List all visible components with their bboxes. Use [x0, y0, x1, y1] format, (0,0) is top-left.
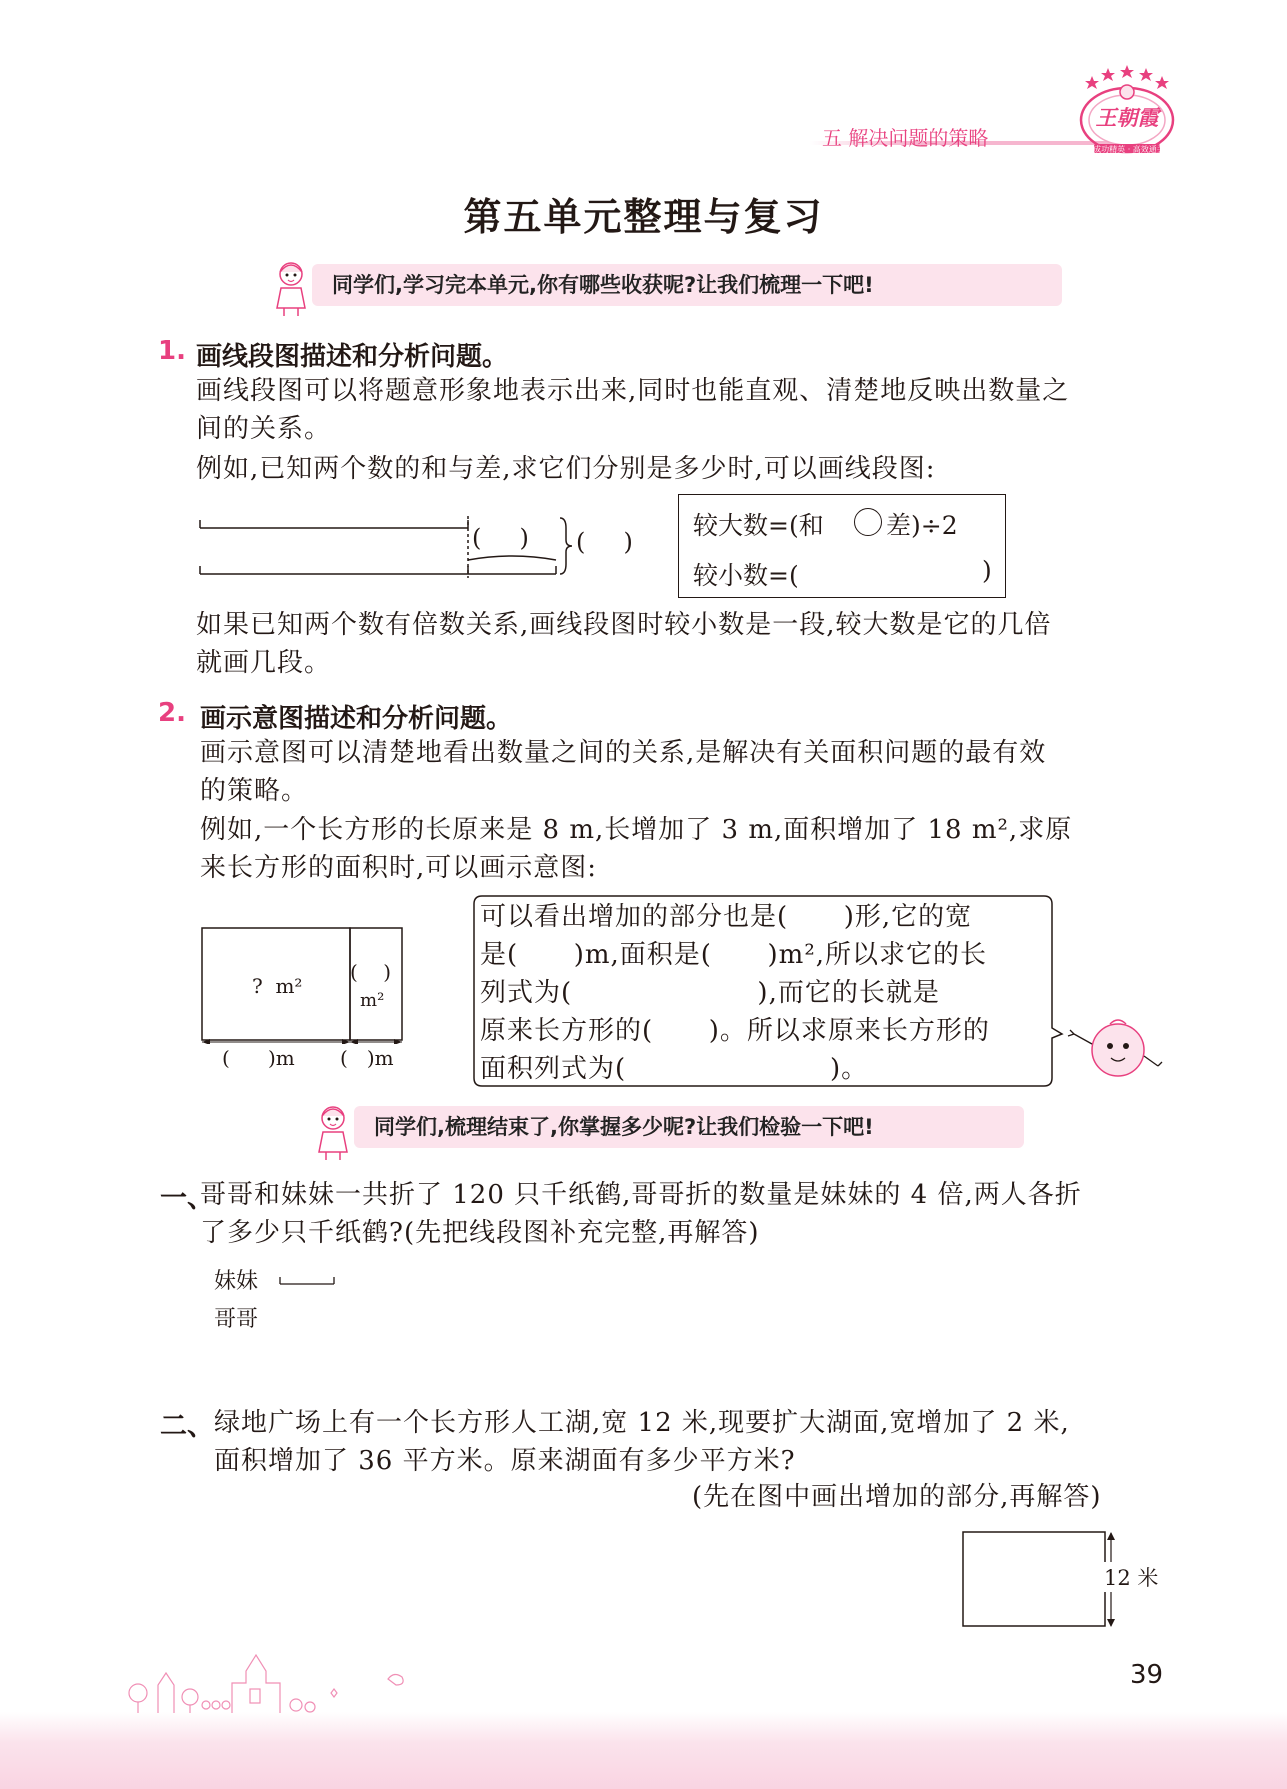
girl-mascot-icon-2 — [310, 1102, 356, 1162]
section1-example: 例如,已知两个数的和与差,求它们分别是多少时,可以画线段图: — [196, 454, 936, 484]
section2-example-line2: 来长方形的面积时,可以画示意图: — [200, 853, 598, 883]
small-rect-paren: ( ) — [350, 960, 392, 984]
bubble-line-1: 可以看出增加的部分也是( )形,它的宽 — [480, 902, 973, 932]
section-label: 五 解决问题的策略 — [822, 126, 989, 150]
section1-note-line2: 就画几段。 — [196, 648, 332, 678]
area-diagram — [196, 924, 416, 1044]
logo-tagline: 成功精英 · 高效通关 — [1093, 145, 1165, 154]
width-label: 12 米 — [1104, 1562, 1158, 1592]
rect-area-label: ? m² — [252, 974, 303, 998]
check-banner: 同学们,梳理结束了,你掌握多少呢?让我们检验一下吧! — [354, 1106, 1024, 1148]
section1-number: 1. — [158, 336, 186, 366]
bubble-line-3: 列式为( ),而它的长就是 — [480, 978, 940, 1008]
dim-right-label: ( )m — [340, 1046, 394, 1070]
bubble-line-5: 面积列式为( )。 — [480, 1054, 869, 1084]
bubble-line-4: 原来长方形的( )。所以求原来长方形的 — [480, 1016, 990, 1046]
section1-para-line2: 间的关系。 — [196, 414, 332, 444]
diagram-outer-paren: ( ) — [576, 528, 633, 556]
girl-mascot-icon — [268, 258, 314, 318]
lake-rectangle[interactable] — [962, 1530, 1112, 1630]
section1-para-line1: 画线段图可以将题意形象地表示出来,同时也能直观、清楚地反映出数量之 — [196, 376, 1070, 406]
castle-decoration-icon — [120, 1645, 420, 1715]
problem1-number: 一、 — [160, 1183, 214, 1214]
brother-segment-blank[interactable] — [278, 1300, 678, 1334]
section2-number: 2. — [158, 698, 186, 728]
page-number: 39 — [1130, 1660, 1164, 1690]
section2-para-line1: 画示意图可以清楚地看出数量之间的关系,是解决有关面积问题的最有效 — [200, 738, 1047, 768]
formula-larger: 较大数=(和 — [693, 511, 824, 540]
formula-smaller: 较小数=( — [693, 561, 799, 590]
section1-heading: 画线段图描述和分析问题。 — [196, 342, 509, 372]
small-rect-unit: m² — [360, 990, 385, 1011]
label-sister: 妹妹 — [214, 1269, 259, 1294]
dim-left-label: ( )m — [222, 1046, 295, 1070]
problem2-line1: 绿地广场上有一个长方形人工湖,宽 12 米,现要扩大湖面,宽增加了 2 米, — [214, 1408, 1070, 1438]
section1-note-line1: 如果已知两个数有倍数关系,画线段图时较小数是一段,较大数是它的几倍 — [196, 610, 1052, 640]
section2-example-line1: 例如,一个长方形的长原来是 8 m,长增加了 3 m,面积增加了 18 m²,求原 — [200, 815, 1073, 845]
problem1-line2: 了多少只千纸鹤?(先把线段图补充完整,再解答) — [200, 1218, 760, 1248]
section2-para-line2: 的策略。 — [200, 776, 309, 806]
page-title: 第五单元整理与复习 — [463, 195, 824, 239]
problem2-number: 二、 — [160, 1411, 214, 1442]
sister-segment — [278, 1272, 338, 1286]
diagram-inner-paren: ( ) — [472, 524, 529, 552]
problem2-hint: (先在图中画出增加的部分,再解答) — [692, 1482, 1102, 1512]
formula-larger-tail: 差)÷2 — [886, 511, 958, 540]
ball-mascot-icon — [1066, 1010, 1166, 1090]
bubble-line-2: 是( )m,面积是( )m²,所以求它的长 — [480, 940, 988, 970]
formula-smaller-tail: ) — [982, 556, 992, 585]
problem2-line2: 面积增加了 36 平方米。原来湖面有多少平方米? — [214, 1446, 796, 1476]
problem1-line1: 哥哥和妹妹一共折了 120 只千纸鹤,哥哥折的数量是妹妹的 4 倍,两人各折 — [200, 1180, 1082, 1210]
label-brother: 哥哥 — [214, 1307, 259, 1332]
blank-circle[interactable] — [854, 508, 882, 536]
section2-heading: 画示意图描述和分析问题。 — [200, 704, 513, 734]
footer-band — [0, 1712, 1287, 1789]
logo-text: 王朝霞 — [1095, 105, 1159, 130]
intro-banner: 同学们,学习完本单元,你有哪些收获呢?让我们梳理一下吧! — [312, 264, 1062, 306]
